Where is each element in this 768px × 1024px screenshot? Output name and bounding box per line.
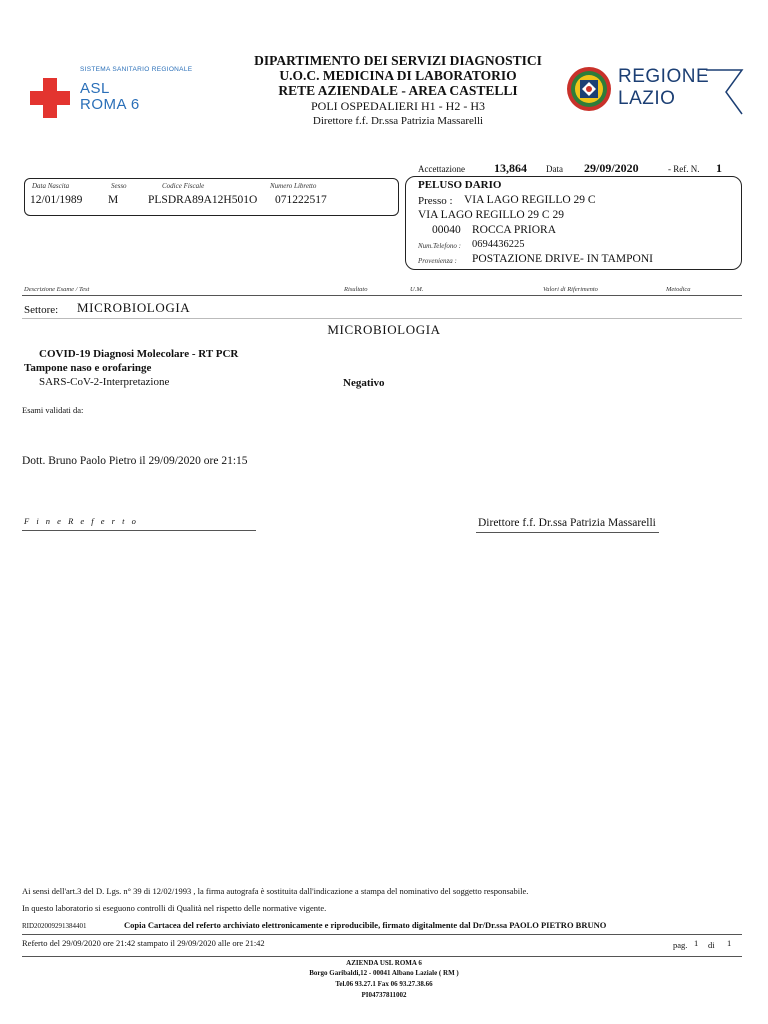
sector-label: Settore: [24,304,59,316]
sex-label: Sesso [111,182,127,190]
rid-code: RID202009291384401 [22,922,87,930]
end-of-report-label: F i n e R e f e r t o [24,516,139,526]
asl-logo-line2: ROMA 6 [80,96,140,113]
asl-logo-subtitle: SISTEMA SANITARIO REGIONALE [80,66,193,73]
header-line-department: DIPARTIMENTO DEI SERVIZI DIAGNOSTICI [254,53,542,68]
validated-by: Dott. Bruno Paolo Pietro il 29/09/2020 ore 21:15 [22,455,248,467]
red-cross-icon [30,78,70,118]
exam-title: COVID-19 Diagnosi Molecolare - RT PCR [39,348,239,360]
provenance-label: Provenienza : [418,257,457,265]
page-label: pag. [673,940,688,950]
page-total: 1 [727,938,732,948]
header-divider [22,295,742,296]
sector-value: MICROBIOLOGIA [77,300,191,315]
signature-line [476,532,659,533]
exam-sample: Tampone naso e orofaringe [24,362,152,374]
company-name: AZIENDA USL ROMA 6 [346,959,422,967]
footer-divider-1 [22,934,742,935]
sex: M [108,194,119,206]
col-reference: Valori di Riferimento [543,286,598,293]
copy-note: Copia Cartacea del referto archiviato elettronicamente e riproducibile, firmato digitalmente dal Dr/Dr.ssa PAOLO PIETRO BRUNO [124,920,607,930]
header-line-network: RETE AZIENDALE - AREA CASTELLI [278,83,518,98]
presso-address: VIA LAGO REGILLO 29 C [464,194,596,206]
col-result: Risultato [344,286,368,293]
patient-name: PELUSO DARIO [418,179,502,191]
section-title: MICROBIOLOGIA [327,322,441,337]
asl-logo-line1: ASL [80,80,110,97]
provenance: POSTAZIONE DRIVE- IN TAMPONI [472,253,653,265]
header-line-uoc: U.O.C. MEDICINA DI LABORATORIO [279,68,517,83]
end-of-report-line [22,530,256,531]
asl-roma6-logo [26,62,196,122]
col-unit: U.M. [410,286,424,293]
header-line-director: Direttore f.f. Dr.ssa Patrizia Massarelli [312,115,484,127]
footer-divider-2 [22,956,742,957]
patient-address: VIA LAGO REGILLO 29 C 29 [418,209,564,221]
acceptance-label: Accettazione [418,164,465,174]
report-times: Referto del 29/09/2020 ore 21:42 stampato il 29/09/2020 alle ore 21:42 [22,938,265,948]
fiscal-code: PLSDRA89A12H501O [148,194,258,206]
birth-date-label: Data Nascita [32,182,70,190]
page-number: 1 [694,938,699,948]
lazio-arrow-graphic [566,66,746,116]
patient-cap: 00040 [432,224,461,236]
fiscal-code-label: Codice Fiscale [162,182,205,190]
legal-note-1: Ai sensi dell'art.3 del D. Lgs. n° 39 di 12/02/1993 , la firma autografa è sostituita dall'indicazione a stampa del nominativo del soggetto responsabile. [22,886,529,896]
regione-lazio-line1: REGIONE [618,66,710,87]
ref-label: - Ref. N. [668,164,700,174]
booklet-number-label: Numero Libretto [270,182,317,190]
legal-note-2: In questo laboratorio si eseguono controlli di Qualità nel rispetto delle normative vigente. [22,903,327,913]
patient-city: ROCCA PRIORA [472,224,557,236]
col-description: Descrizione Esame / Test [24,286,90,293]
acceptance-date-label: Data [546,164,563,174]
phone-label: Num.Telefono : [418,242,461,250]
patient-phone: 0694436225 [472,239,525,250]
regione-lazio-line2: LAZIO [618,88,676,109]
acceptance-date: 29/09/2020 [584,161,639,175]
company-phone: Tel.06 93.27.1 Fax 06 93.27.38.66 [335,980,433,988]
presso-label: Presso : [418,195,453,207]
birth-date: 12/01/1989 [30,194,83,206]
sector-divider [22,318,742,319]
col-method: Metodica [666,286,691,293]
company-vat: PI04737811002 [361,991,407,999]
regione-lazio-logo [566,66,746,116]
validated-label: Esami validati da: [22,405,84,415]
page-of: di [708,940,715,950]
exam-result: Negativo [343,377,385,389]
signature-director: Direttore f.f. Dr.ssa Patrizia Massarelli [478,517,656,529]
booklet-number: 071222517 [275,194,327,206]
exam-test: SARS-CoV-2-Interpretazione [39,376,170,388]
header-line-hospitals: POLI OSPEDALIERI H1 - H2 - H3 [311,99,485,113]
company-address: Borgo Garibaldi,12 - 00041 Albano Laziale ( RM ) [309,969,459,977]
ref-value: 1 [716,161,722,175]
acceptance-number: 13,864 [494,161,527,175]
